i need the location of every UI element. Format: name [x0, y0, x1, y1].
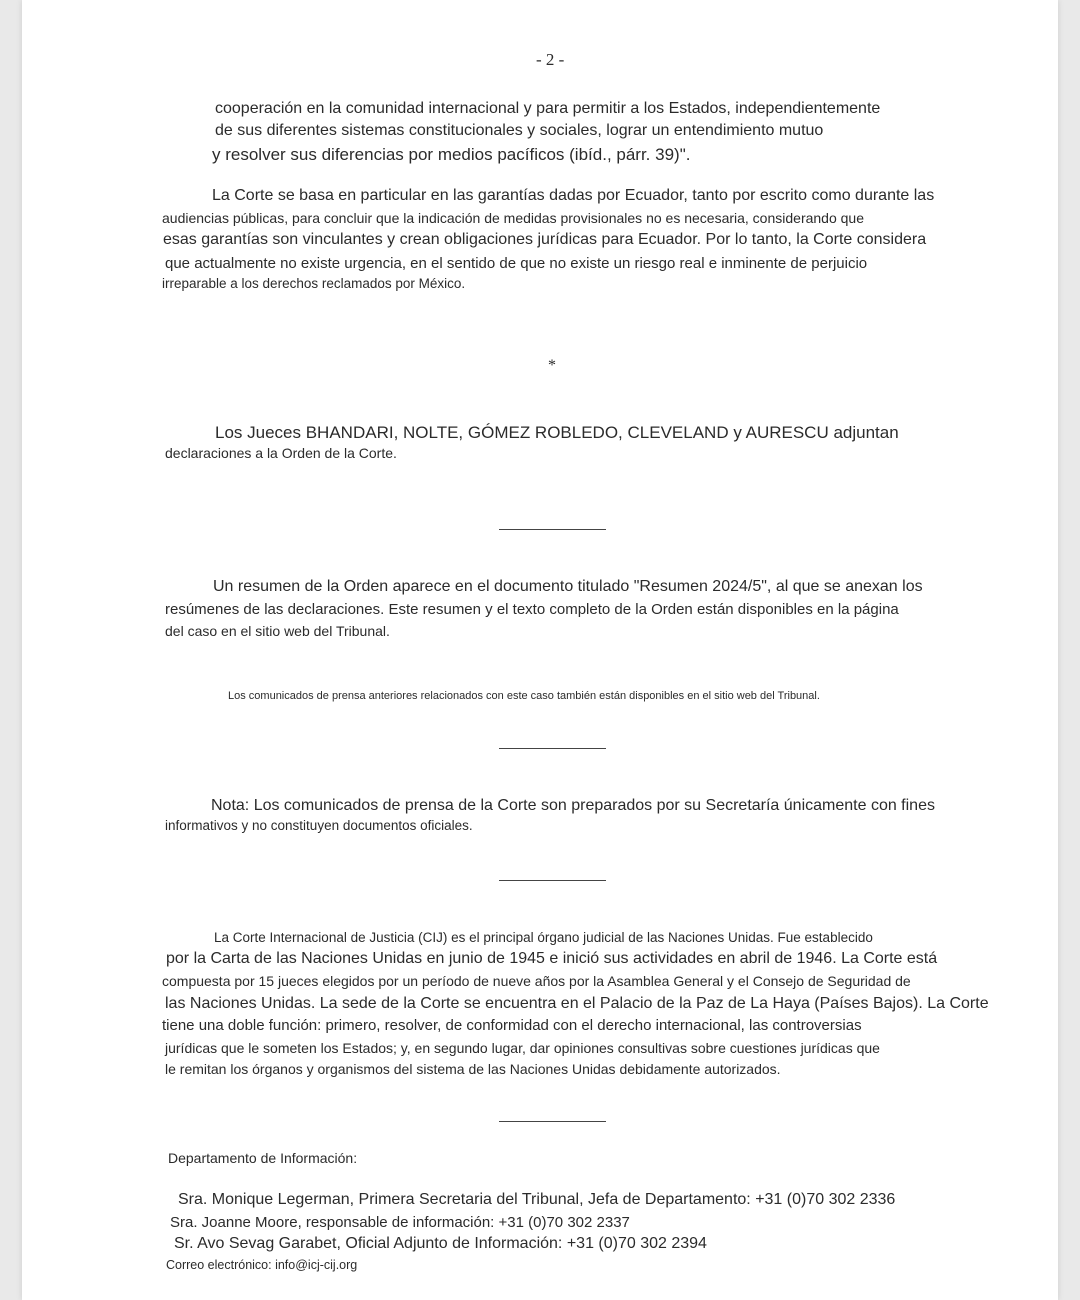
court-para-line-3: esas garantías son vinculantes y crean obligaciones jurídicas para Ecuador. Por lo tanto, la Corte considera — [163, 231, 927, 248]
court-para-line-2: audiencias públicas, para concluir que la indicación de medidas provisionales no es necesaria, considerando que — [162, 210, 864, 226]
judges-para-line-1: Los Jueces BHANDARI, NOLTE, GÓMEZ ROBLEDO, CLEVELAND y AURESCU adjuntan — [215, 423, 899, 442]
summary-para-line-1: Un resumen de la Orden aparece en el documento titulado "Resumen 2024/5", al que se anexan los — [213, 578, 923, 595]
asterisk-divider: * — [548, 357, 556, 374]
quote-line-1: cooperación en la comunidad internacional y para permitir a los Estados, independientemente — [215, 100, 881, 117]
icj-para-line-6: jurídicas que le someten los Estados; y, en segundo lugar, dar opiniones consultivas sobre cuestiones jurídicas que — [165, 1040, 880, 1056]
nota-para-line-2: informativos y no constituyen documentos oficiales. — [165, 818, 473, 833]
court-para-line-4: que actualmente no existe urgencia, en el sentido de que no existe un riesgo real e inminente de perjuicio — [165, 255, 868, 272]
quote-line-3: y resolver sus diferencias por medios pacíficos (ibíd., párr. 39)". — [212, 145, 691, 164]
judges-para-line-2: declaraciones a la Orden de la Corte. — [165, 445, 397, 461]
press-releases-note: Los comunicados de prensa anteriores relacionados con este caso también están disponibles en el sitio web del Tribunal. — [228, 690, 820, 702]
contact-line-1: Sra. Monique Legerman, Primera Secretaria del Tribunal, Jefa de Departamento: +31 (0)70 302 2336 — [178, 1191, 896, 1208]
icj-para-line-5: tiene una doble función: primero, resolver, de conformidad con el derecho internacional, las controversias — [162, 1017, 862, 1034]
summary-para-line-3: del caso en el sitio web del Tribunal. — [165, 623, 390, 639]
contact-email: Correo electrónico: info@icj-cij.org — [166, 1258, 358, 1272]
icj-para-line-3: compuesta por 15 jueces elegidos por un período de nueve años por la Asamblea General y el Consejo de Seguridad de — [162, 973, 911, 989]
court-para-line-1: La Corte se basa en particular en las garantías dadas por Ecuador, tanto por escrito como durante las — [212, 187, 935, 204]
icj-para-line-4: las Naciones Unidas. La sede de la Corte se encuentra en el Palacio de la Paz de La Haya (Países Bajos). La Corte — [165, 995, 989, 1012]
icj-para-line-2: por la Carta de las Naciones Unidas en junio de 1945 e inició sus actividades en abril de 1946. La Corte está — [166, 950, 938, 967]
page-number: - 2 - — [536, 50, 565, 69]
contact-line-2: Sra. Joanne Moore, responsable de información: +31 (0)70 302 2337 — [170, 1214, 630, 1231]
icj-para-line-1: La Corte Internacional de Justicia (CIJ) es el principal órgano judicial de las Naciones Unidas. Fue establecido — [214, 930, 873, 945]
summary-para-line-2: resúmenes de las declaraciones. Este resumen y el texto completo de la Orden están disponibles en la página — [165, 601, 899, 618]
separator-line — [499, 529, 606, 530]
quote-line-2: de sus diferentes sistemas constitucionales y sociales, lograr un entendimiento mutuo — [215, 122, 824, 139]
contacts-heading: Departamento de Información: — [168, 1150, 358, 1166]
document-page — [22, 0, 1058, 1300]
court-para-line-5: irreparable a los derechos reclamados por México. — [162, 276, 466, 291]
contact-line-3: Sr. Avo Sevag Garabet, Oficial Adjunto de Información: +31 (0)70 302 2394 — [174, 1235, 707, 1252]
separator-line — [499, 748, 606, 749]
icj-para-line-7: le remitan los órganos y organismos del sistema de las Naciones Unidas debidamente autorizados. — [165, 1061, 781, 1077]
separator-line — [499, 1121, 606, 1122]
nota-para-line-1: Nota: Los comunicados de prensa de la Corte son preparados por su Secretaría únicamente con fines — [211, 797, 935, 814]
separator-line — [499, 880, 606, 881]
